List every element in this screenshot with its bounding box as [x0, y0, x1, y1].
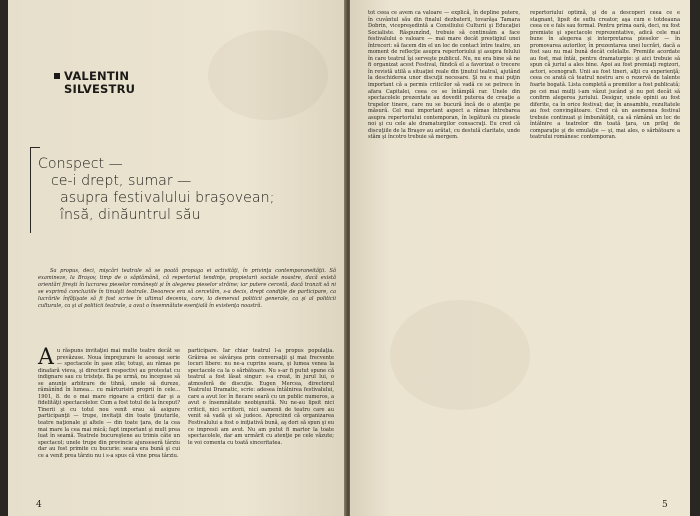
page-number: 5	[662, 500, 668, 510]
article-intro: Sa propus, deci, mişcări teatrale să se poată propaga ei activităţi, în privinţa contemporaneităţii. Să examineze, la Braşov, timp de o săptămână, că repertoriul tendinţe, propietarii sociale noastre, dacă există orientări fireşti în lucrarea pieselor româneşti şi în alegerea pieselor străine; iar putere cercetă, dacă tranzit să ni se exprimă concluziile în tinuişti teatrale. Deoarece era să cercetăm, s-a decis, drept condiţie de participare, ca lucrările înfăţişate să fi fost scrise în ultimul deceniu, care, la demersul politicii generale, ca şi al politicii culturale, ca şi al politicii teatrale, a avut o însemnătate esenţială în existenţa noastră.	[38, 268, 336, 309]
article-title	[38, 156, 328, 224]
title-line: însă, dinăuntrul său	[60, 207, 201, 223]
title-bracket-vertical	[30, 147, 31, 233]
author-last-name: SILVESTRU	[64, 82, 136, 96]
left-page-column-1	[38, 345, 180, 459]
paper-stain	[208, 30, 328, 120]
column-text: tot ceea ce avem ca valoare — explică, în depline putere, în cuvântul său din finalul dezbaterii, tovarăşa Tamara Dobrin, vicepreşedintă a Consiliului Culturii şi Educaţiei Socialiste. Răspunzînd, trebuie să continuăm a face festivalului o valoare — mai mare decât prestigiul unei întreceri: să facem din el un loc de contact între teatre, un moment de reflecţie asupra repertoriului şi asupra felului în care teatrul îşi serveşte publicul. Nu, nu era bine să ne fi organizat acest Festival, fiindcă el a favorizat o trecere în revistă utilă a situaţiei reale din ţinutul teatral, ajutând la deschiderea unor discuţii necesare. Şi nu e mai puţin important că a permis criticilor să vadă ce se petrece în afara Capitalei, ceea ce se întâmplă rar. Unele din spectacolele prezentate au dovedit puterea de creaţie a trupelor tinere, care nu se bucură încă de o atenţie pe măsură. Cel mai important aspect a rămas întrebarea asupra repertoriului contemporan, în legătură cu piesele noi şi cu cele ale dramaturgilor consacraţi. Eu cred că discuţiile de la Braşov au arătat, cu destulă claritate, unde stăm şi încotro trebuie să mergem.	[368, 10, 520, 141]
author-name	[54, 70, 135, 96]
title-bracket-horizontal	[30, 147, 40, 148]
column-text: u răspuns invitaţiei mai multe teatre decât se prevăzuse. Noua împrejurare le aceeaşi serie — spectacole în şase zile; totuşi, au rămas pe dinafară vieva, şi directorii respectivi au protestat cu indignare sau cu tristeţe. Ba pe urmă, nu începuse să se anunţe arbitrare de tihnă, unele să dureze, rămânînd în lumea... cu mărturisiri proprii în cele... 1901, 8. de o mai mare rigoare a criticii dar şi a fidelităţii spectacolelor. Cum a fost totul de la început? Tinerii şi cu totul nou venit erau să asigure participanţii — trupe, invitaţii din toate ţinuturile, teatre naţionale şi altele — din toate ţara, de la cea mai mare la cea mai mică; fapt important şi mult prea luat în seamă. Teatrele bucureştene au trimis câte un spectacol; unele trupe din provincie ajunseseră târziu dar au fost primite cu bucurie: seara era bună şi cui ce a venit prea târziu nu i s-a spus că vine prea târziu.	[38, 348, 180, 459]
bullet-square-icon	[54, 73, 60, 79]
title-line: ce-i drept, sumar —	[51, 173, 192, 189]
title-line: Conspect —	[38, 156, 123, 172]
left-page	[8, 0, 346, 516]
title-line: asupra festivalului braşovean;	[60, 190, 275, 206]
right-page-column-2	[530, 10, 680, 141]
column-text: repertoriului optimă, şi de a descoperi ceea ce e stagnant, lipsit de suflu creator, aşa cum e totdeauna ceea ce e fals sau formal. Pentru prima oară, deci, nu fost premiate şi spectacole reprezentative, adică cele mai bune în alegerea şi interpretarea pieselor — în promovarea autorilor, în prezentarea unei lucrări, dacă a fost sau nu mai bună decât celelalte. Premiile acordate au fost, mai întâi, pentru dramaturgie: şi aici trebuie să spun că juriul a ales bine. Apoi au fost premiaţi regizori, actori, scenografi. Unii au fost tineri, alţii cu experienţă; ceea ce arată că teatrul nostru are o rezervă de talente foarte bogată. Lista completă a premiilor a fost publicată; pe cei mai mulţi i-am văzut jucând şi nu pot decât să confirm alegerea juriului. Desigur, unele opinii au fost diferite, ca în orice festival; dar, în ansamblu, rezultatele au fost convingătoare. Cred că un asemenea festival trebuie continuat şi îmbunătăţit, ca să rămână un loc de întâlnire a teatrelor din toată ţara, un prilej de comparaţie şi de emulaţie — şi, mai ales, o sărbătoare a teatrului românesc contemporan.	[530, 10, 680, 141]
author-first-name: VALENTIN	[64, 69, 130, 83]
right-page	[350, 0, 690, 516]
left-page-column-2	[188, 348, 334, 446]
paper-stain	[390, 300, 530, 410]
column-text: participare. Iar chiar teatrul l-a propus populaţia. Grăirea se săvârşea prin conversaţii şi mai frecvente locuri libere: nu ne-a cuprins seara, şi lumea venea la spectacole ca la o sărbătoare. Nu s-ar fi putut spune că teatrul a fost lăsat singur: s-a creat, în jurul lui, o atmosferă de discuţie. Eugen Mercea, directorul Teatrului Dramatic, scrie: adesea întâlnirea festivalului, care a avut loc în fiecare seară cu un public numeros, a avut o însemnătate neobişnuită. Nu ne-au lipsit nici criticii, nici scriitorii, nici oamenii de teatru care au venit să vadă şi să judece. Apreciind că organizarea Festivalului a fost o iniţiativă bună, aş dori să spun şi eu ce impresii am avut. Nu am putut fi martor la toate spectacolele, dar am urmărit cu atenţie pe cele văzute; le voi comenta cu toată sinceritatea.	[188, 348, 334, 446]
drop-cap: A	[38, 345, 54, 370]
right-page-column-1	[368, 10, 520, 141]
page-number: 4	[36, 500, 42, 510]
